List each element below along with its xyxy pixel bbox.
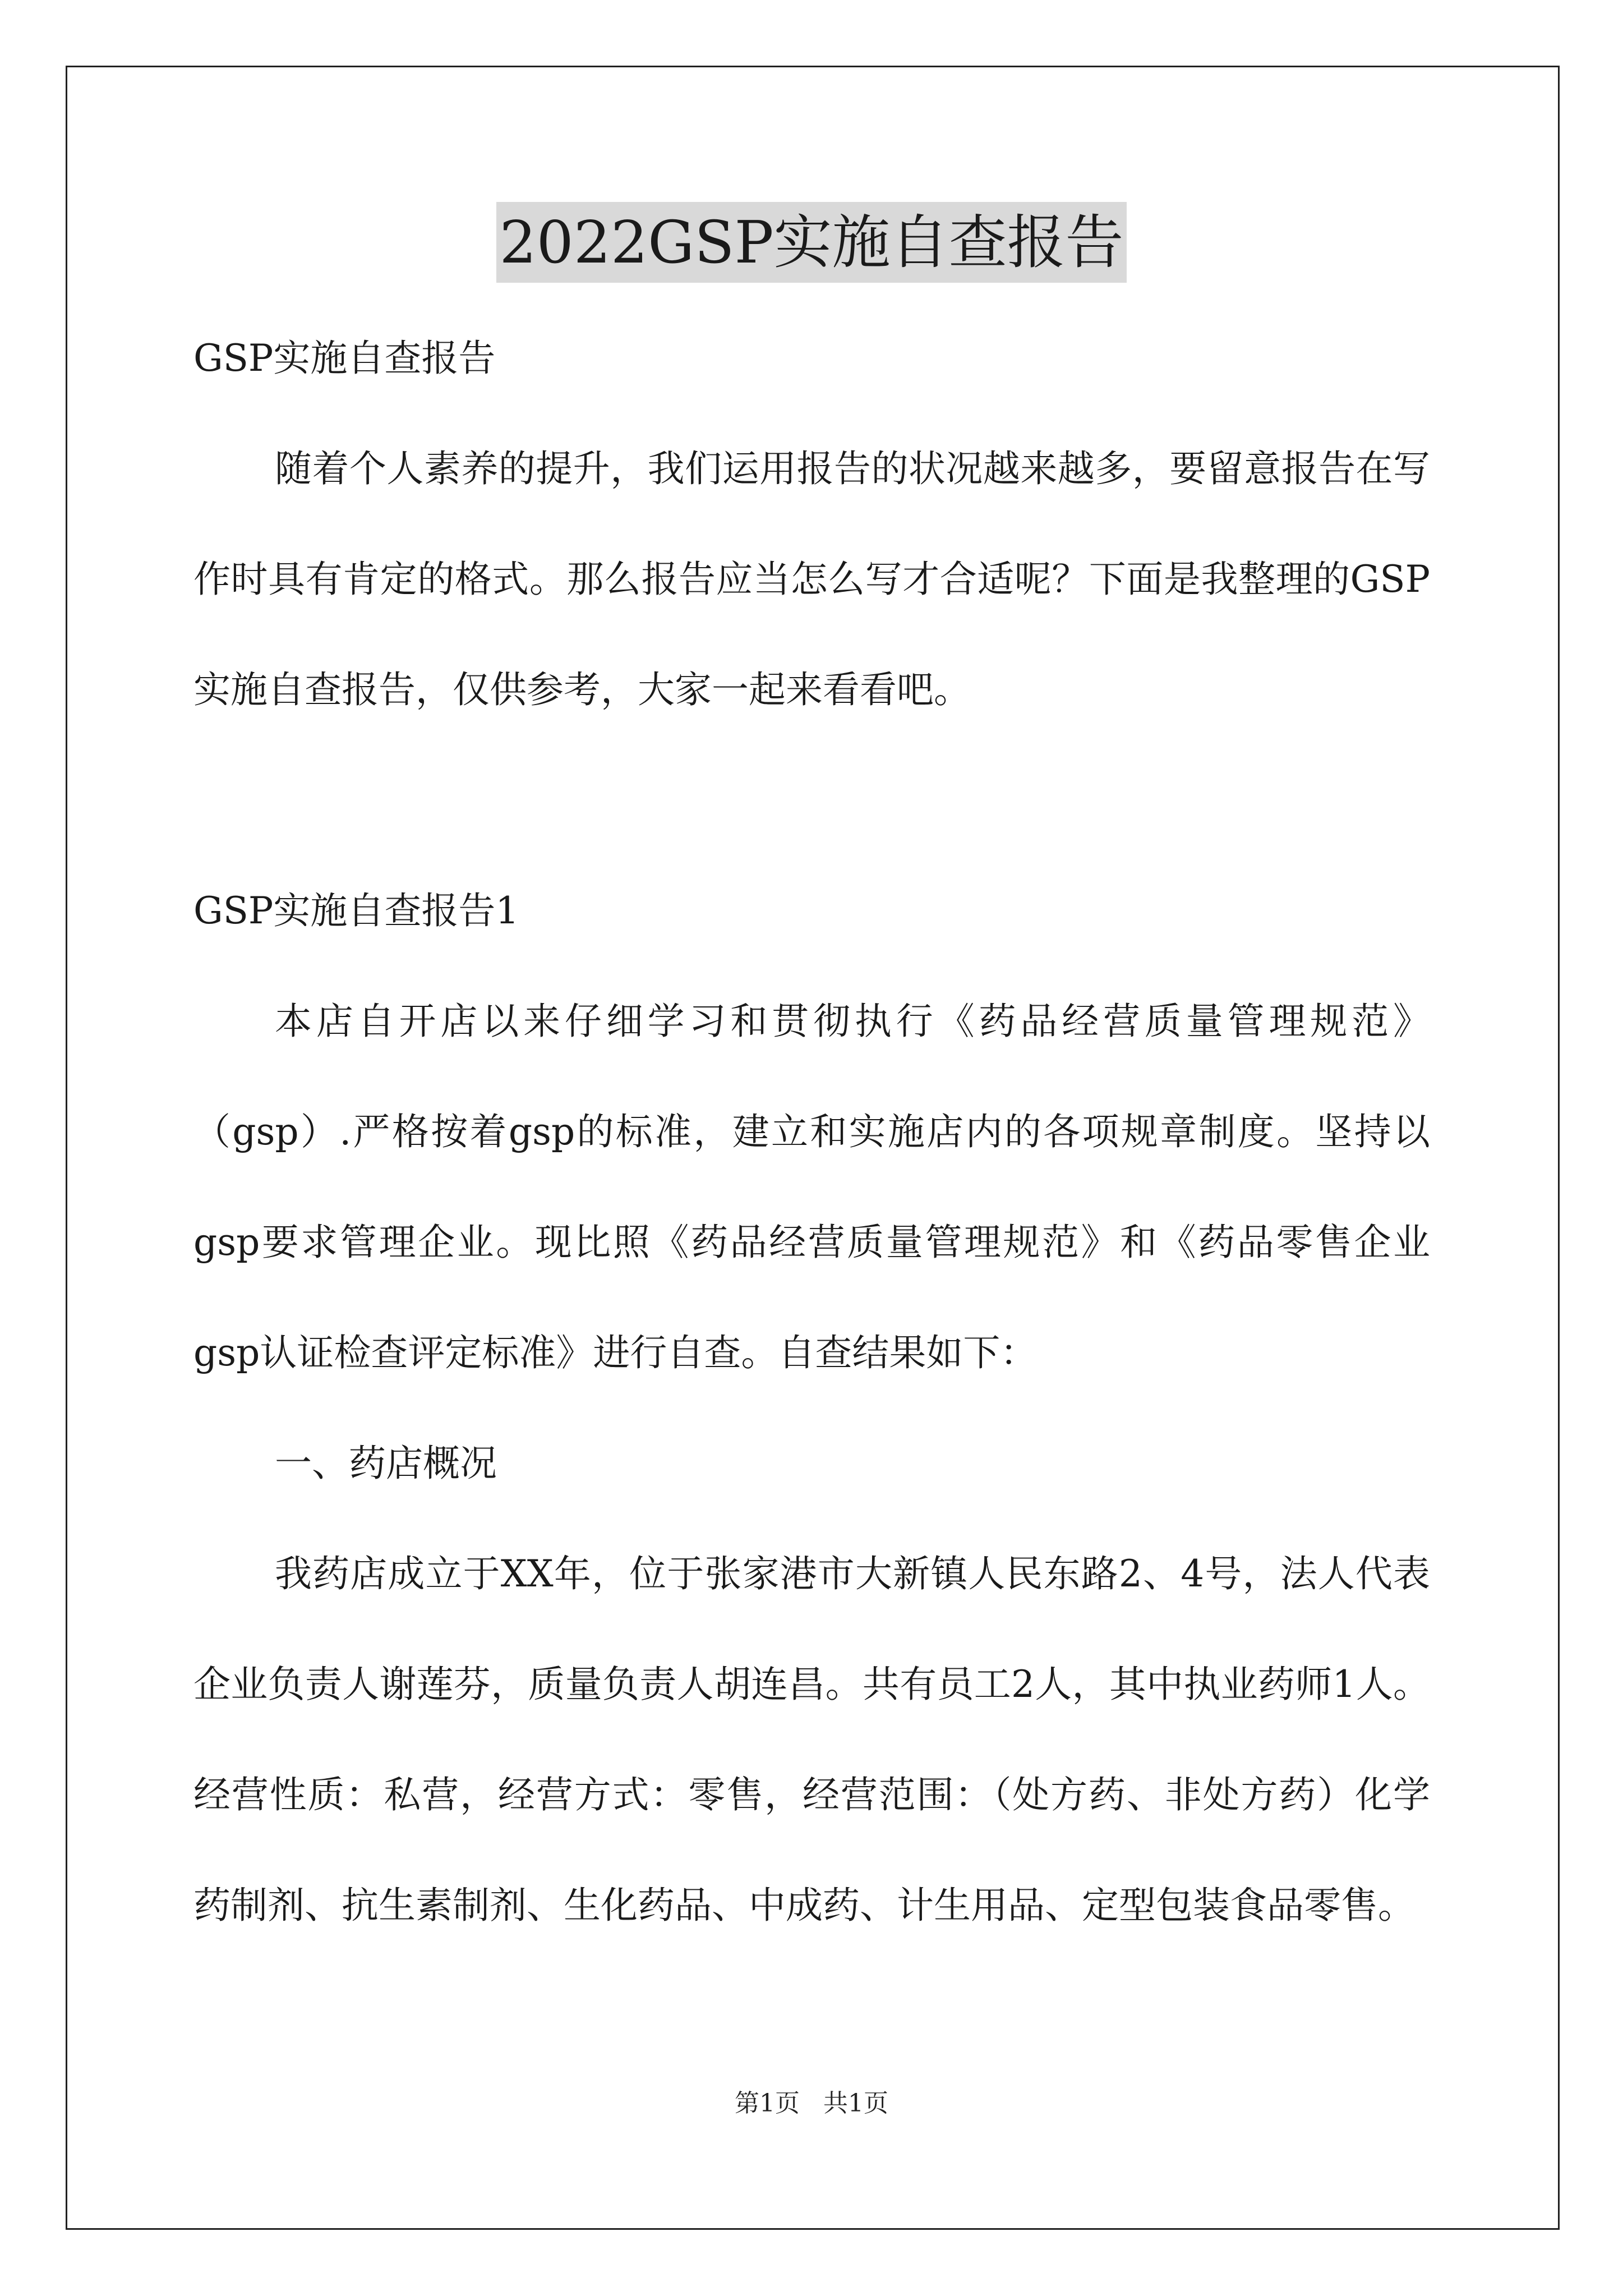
document-body xyxy=(193,303,1430,1961)
subsection-heading: 一、药店概况 xyxy=(275,1442,497,1485)
page-total: 共1页 xyxy=(823,2089,888,2118)
section-heading: GSP实施自查报告1 xyxy=(193,889,519,932)
paragraph-gap xyxy=(193,745,1430,855)
section-paragraph: 本店自开店以来仔细学习和贯彻执行《药品经营质量管理规范》（gsp）.严格按着gsp的标准，建立和实施店内的各项规章制度。坚持以gsp要求管理企业。现比照《药品经营质量管理规范》和《药品零售企业gsp认证检查评定标准》进行自查。自查结果如下： xyxy=(193,1000,1430,1374)
subtitle: GSP实施自查报告 xyxy=(193,337,496,380)
intro-paragraph: 随着个人素养的提升，我们运用报告的状况越来越多，要留意报告在写作时具有肯定的格式。那么报告应当怎么写才合适呢？下面是我整理的GSP实施自查报告，仅供参考，大家一起来看看吧。 xyxy=(193,447,1430,711)
section-paragraph: 我药店成立于XX年，位于张家港市大新镇人民东路2、4号，法人代表企业负责人谢莲芬，质量负责人胡连昌。共有员工2人，其中执业药师1人。经营性质：私营，经营方式：零售，经营范围：（处方药、非处方药）化学药制剂、抗生素制剂、生化药品、中成药、计生用品、定型包装食品零售。 xyxy=(193,1552,1430,1927)
title-container xyxy=(0,202,1623,283)
page-number: 第1页 xyxy=(735,2089,800,2118)
page-footer xyxy=(0,2087,1623,2120)
document-title: 2022GSP实施自查报告 xyxy=(496,202,1127,283)
